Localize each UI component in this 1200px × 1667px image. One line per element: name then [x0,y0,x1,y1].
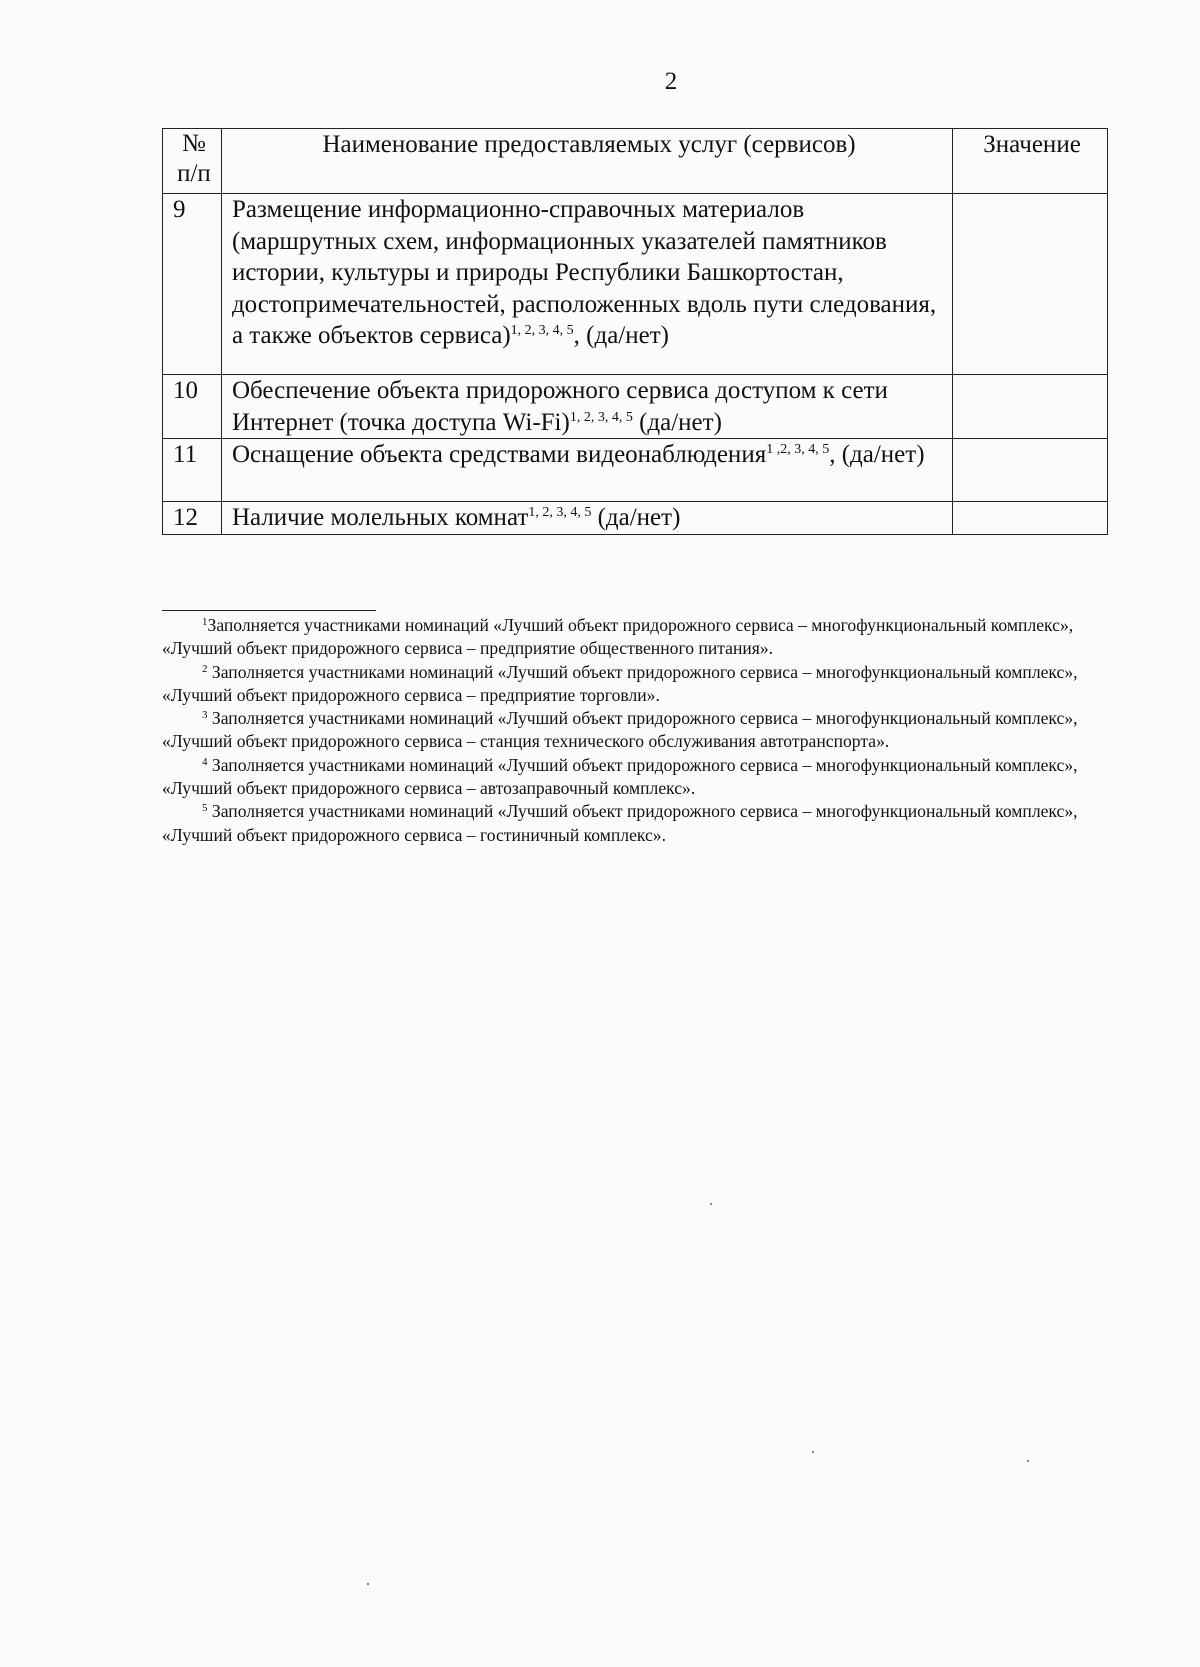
scan-speck [812,1451,814,1453]
footnote-text: Заполняется участниками номинаций «Лучший объект придорожного сервиса – многофункциональный комплекс», «Лучший объект придорожного сервиса – станция технического обслуживания автотранспорта». [162,708,1078,752]
row-number: 10 [163,375,222,439]
footnote-separator [162,610,376,611]
header-value: Значение [953,129,1108,194]
footnote [162,614,1110,661]
scan-speck [367,1583,369,1585]
footnote-mark: 2 [202,662,208,675]
row-value [953,194,1108,375]
footnote-text: Заполняется участниками номинаций «Лучший объект придорожного сервиса – многофункциональный комплекс», «Лучший объект придорожного сервиса – предприятие торговли». [162,661,1078,705]
row-service [221,439,952,502]
table-row [163,194,1108,375]
header-name: Наименование предоставляемых услуг (сервисов) [221,129,952,194]
row-footnote-refs: 1 ,2, 3, 4, 5 [766,442,830,457]
row-service-tail: , (да/нет) [829,441,925,468]
footnote [162,707,1110,754]
footnote-mark: 1 [202,616,208,628]
row-value [953,375,1108,439]
page-number: 2 [664,68,678,95]
footnote-text: Заполняется участниками номинаций «Лучший объект придорожного сервиса – многофункциональный комплекс», «Лучший объект придорожного сервиса – автозаправочный комплекс». [162,754,1078,799]
footnote-text: Заполняется участниками номинаций «Лучший объект придорожного сервиса – многофункциональный комплекс», «Лучший объект придорожного сервиса – предприятие общественного питания». [162,615,1074,659]
row-service [221,502,952,535]
row-service [221,194,952,375]
table-row [163,502,1108,535]
footnote [162,800,1110,847]
footnote [162,754,1110,801]
table-row [163,439,1108,502]
footnote-text: Заполняется участниками номинаций «Лучший объект придорожного сервиса – многофункциональный комплекс», «Лучший объект придорожного сервиса – гостиничный комплекс». [162,801,1078,845]
row-service-text: Оснащение объекта средствами видеонаблюдения [231,441,767,468]
services-table [162,128,1108,535]
row-value [953,502,1108,535]
header-num: № п/п [163,129,222,194]
row-footnote-refs: 1, 2, 3, 4, 5 [569,409,633,425]
row-service-text: Размещение информационно-справочных материалов (маршрутных схем, информационных указателей памятников истории, культуры и природы Республики Башкортостан, достопримечательностей, расположенных вдоль пути следования, а также объектов сервиса) [231,196,937,349]
row-footnote-refs: 1, 2, 3, 4, 5 [510,323,574,338]
row-service-tail: , (да/нет) [573,322,669,349]
row-service-text: Обеспечение объекта придорожного сервиса доступом к сети Интернет (точка доступа Wi-Fi) [231,377,888,436]
row-service [221,375,952,439]
footnote [162,661,1110,708]
footnotes [162,614,1110,847]
row-number: 9 [163,194,222,375]
row-number: 12 [163,502,222,535]
footnote-mark: 4 [202,755,208,768]
row-value [953,439,1108,502]
footnote-mark: 5 [202,802,208,815]
row-number: 11 [163,439,222,502]
table-header-row [163,129,1108,194]
row-service-tail: (да/нет) [591,504,681,531]
footnote-mark: 3 [202,709,208,722]
row-service-text: Наличие молельных комнат [231,504,529,531]
scan-speck [710,1203,712,1205]
row-footnote-refs: 1, 2, 3, 4, 5 [528,505,592,520]
row-service-tail: (да/нет) [632,408,722,436]
scan-speck [1027,1460,1029,1462]
table-row [163,375,1108,439]
